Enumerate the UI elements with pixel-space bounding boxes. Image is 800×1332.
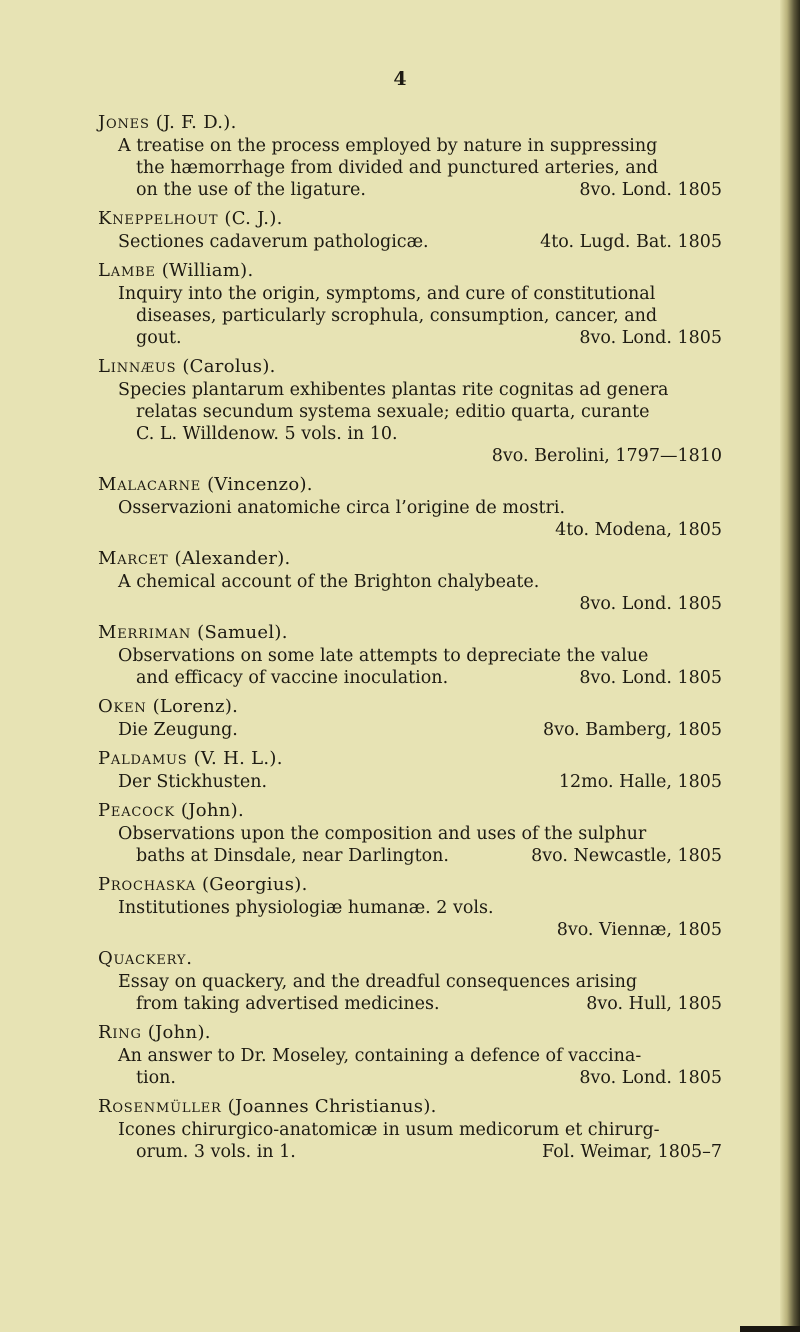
author-given: (J. F. D.).	[155, 112, 237, 133]
imprint: Fol. Weimar, 1805–7	[542, 1142, 722, 1162]
author-given: (Samuel).	[197, 622, 288, 643]
title-line-imprint	[118, 771, 722, 793]
author-surname: Jones	[98, 112, 150, 133]
imprint: 4to. Lugd. Bat. 1805	[540, 232, 722, 252]
title-line: Observations upon the composition and uses of the sulphur	[118, 824, 647, 844]
author-given: (Georgius).	[201, 874, 308, 895]
author-surname: Oken	[98, 696, 147, 717]
entry-body	[82, 283, 722, 349]
title-text: gout.	[136, 328, 182, 348]
author-surname: Merriman	[98, 622, 192, 643]
author-surname: Ring	[98, 1022, 142, 1043]
title-line-imprint	[118, 327, 722, 349]
entry-body	[82, 645, 722, 689]
entry-rosenmuller	[82, 1095, 722, 1163]
title-text: tion.	[136, 1068, 176, 1088]
author-given: (Alexander).	[174, 548, 291, 569]
entry-body	[82, 897, 722, 941]
entry-author	[82, 1021, 722, 1045]
entry-oken	[82, 695, 722, 741]
page-edge-foot	[740, 1326, 800, 1332]
author-given: (Lorenz).	[152, 696, 239, 717]
imprint: 8vo. Lond. 1805	[579, 328, 722, 348]
author-given: (William).	[161, 260, 254, 281]
entry-author	[82, 799, 722, 823]
page-edge-shadow	[780, 0, 800, 1332]
entry-author	[82, 473, 722, 497]
title-line-imprint	[118, 845, 722, 867]
entry-author	[82, 747, 722, 771]
title-line: Osservazioni anatomiche circa l’origine de mostri.	[118, 498, 566, 518]
title-text: baths at Dinsdale, near Darlington.	[136, 846, 449, 866]
title-line: Institutiones physiologiæ humanæ. 2 vols.	[118, 898, 494, 918]
bibliography-list	[82, 111, 722, 1169]
entry-author	[82, 207, 722, 231]
imprint: 4to. Modena, 1805	[555, 520, 722, 540]
title-line: the hæmorrhage from divided and punctured arteries, and	[136, 158, 659, 178]
title-text: on the use of the ligature.	[136, 180, 366, 200]
entry-body	[82, 823, 722, 867]
title-line: C. L. Willdenow. 5 vols. in 10.	[136, 424, 398, 444]
author-surname: Paldamus	[98, 748, 188, 769]
title-text: from taking advertised medicines.	[136, 994, 440, 1014]
entry-body	[82, 379, 722, 467]
author-given: (Carolus).	[182, 356, 276, 377]
entry-prochaska	[82, 873, 722, 941]
entry-marcet	[82, 547, 722, 615]
imprint: 8vo. Bamberg, 1805	[542, 720, 722, 740]
entry-body	[82, 571, 722, 615]
entry-author	[82, 547, 722, 571]
entry-quackery	[82, 947, 722, 1015]
entry-author	[82, 111, 722, 135]
title-line: Inquiry into the origin, symptoms, and cure of constitutional	[118, 284, 656, 304]
author-surname: Rosenmüller	[98, 1096, 222, 1117]
imprint: 8vo. Hull, 1805	[586, 994, 722, 1014]
entry-body	[82, 497, 722, 541]
page-number: 4	[393, 68, 407, 90]
entry-author	[82, 873, 722, 897]
entry-body	[82, 135, 722, 201]
title-line-imprint	[118, 719, 722, 741]
title-text: orum. 3 vols. in 1.	[136, 1142, 296, 1162]
entry-body	[82, 231, 722, 253]
author-surname: Linnæus	[98, 356, 177, 377]
entry-kneppelhout	[82, 207, 722, 253]
title-text: Sectiones cadaverum pathologicæ.	[118, 232, 429, 252]
author-given: (C. J.).	[224, 208, 283, 229]
imprint: 8vo. Lond. 1805	[579, 180, 722, 200]
title-text: and efficacy of vaccine inoculation.	[136, 668, 449, 688]
entry-paldamus	[82, 747, 722, 793]
author-given: (V. H. L.).	[193, 748, 283, 769]
title-line-imprint	[118, 1067, 722, 1089]
entry-body	[82, 971, 722, 1015]
title-text: Der Stickhusten.	[118, 772, 268, 792]
author-surname: Peacock	[98, 800, 175, 821]
entry-author	[82, 259, 722, 283]
title-line: Icones chirurgico-anatomicæ in usum medicorum et chirurg-	[118, 1120, 660, 1140]
entry-body	[82, 719, 722, 741]
author-surname: Malacarne	[98, 474, 202, 495]
entry-author	[82, 621, 722, 645]
entry-peacock	[82, 799, 722, 867]
entry-ring	[82, 1021, 722, 1089]
title-line: relatas secundum systema sexuale; editio quarta, curante	[136, 402, 650, 422]
entry-jones	[82, 111, 722, 201]
imprint: 12mo. Halle, 1805	[558, 772, 722, 792]
title-line: diseases, particularly scrophula, consumption, cancer, and	[136, 306, 658, 326]
title-line: Observations on some late attempts to depreciate the value	[118, 646, 649, 666]
title-line-imprint	[118, 231, 722, 253]
title-line: An answer to Dr. Moseley, containing a defence of vaccina-	[118, 1046, 642, 1066]
author-surname: Prochaska	[98, 874, 196, 895]
imprint: 8vo. Newcastle, 1805	[531, 846, 722, 866]
imprint: 8vo. Viennæ, 1805	[556, 920, 722, 940]
entry-linnaeus	[82, 355, 722, 467]
author-given: (Vincenzo).	[207, 474, 313, 495]
imprint: 8vo. Lond. 1805	[579, 668, 722, 688]
imprint: 8vo. Lond. 1805	[579, 1068, 722, 1088]
title-line-imprint	[118, 1141, 722, 1163]
title-line: A chemical account of the Brighton chalybeate.	[118, 572, 540, 592]
entry-body	[82, 771, 722, 793]
title-line: Essay on quackery, and the dreadful consequences arising	[118, 972, 638, 992]
entry-author	[82, 355, 722, 379]
title-line-imprint	[118, 993, 722, 1015]
entry-body	[82, 1045, 722, 1089]
entry-malacarne	[82, 473, 722, 541]
entry-author	[82, 695, 722, 719]
author-surname: Kneppelhout	[98, 208, 219, 229]
imprint: 8vo. Berolini, 1797—1810	[491, 446, 722, 466]
entry-author	[82, 947, 722, 971]
author-surname: Marcet	[98, 548, 169, 569]
title-line-imprint	[118, 667, 722, 689]
imprint: 8vo. Lond. 1805	[579, 594, 722, 614]
title-line: Species plantarum exhibentes plantas rite cognitas ad genera	[118, 380, 669, 400]
entry-body	[82, 1119, 722, 1163]
title-text: Die Zeugung.	[118, 720, 238, 740]
title-line: A treatise on the process employed by nature in suppressing	[118, 136, 658, 156]
author-given: (Joannes Christianus).	[227, 1096, 437, 1117]
author-given: (John).	[180, 800, 244, 821]
entry-lambe	[82, 259, 722, 349]
author-given: (John).	[147, 1022, 211, 1043]
entry-author	[82, 1095, 722, 1119]
author-surname: Quackery.	[98, 948, 193, 969]
entry-merriman	[82, 621, 722, 689]
title-line-imprint	[118, 179, 722, 201]
author-surname: Lambe	[98, 260, 156, 281]
